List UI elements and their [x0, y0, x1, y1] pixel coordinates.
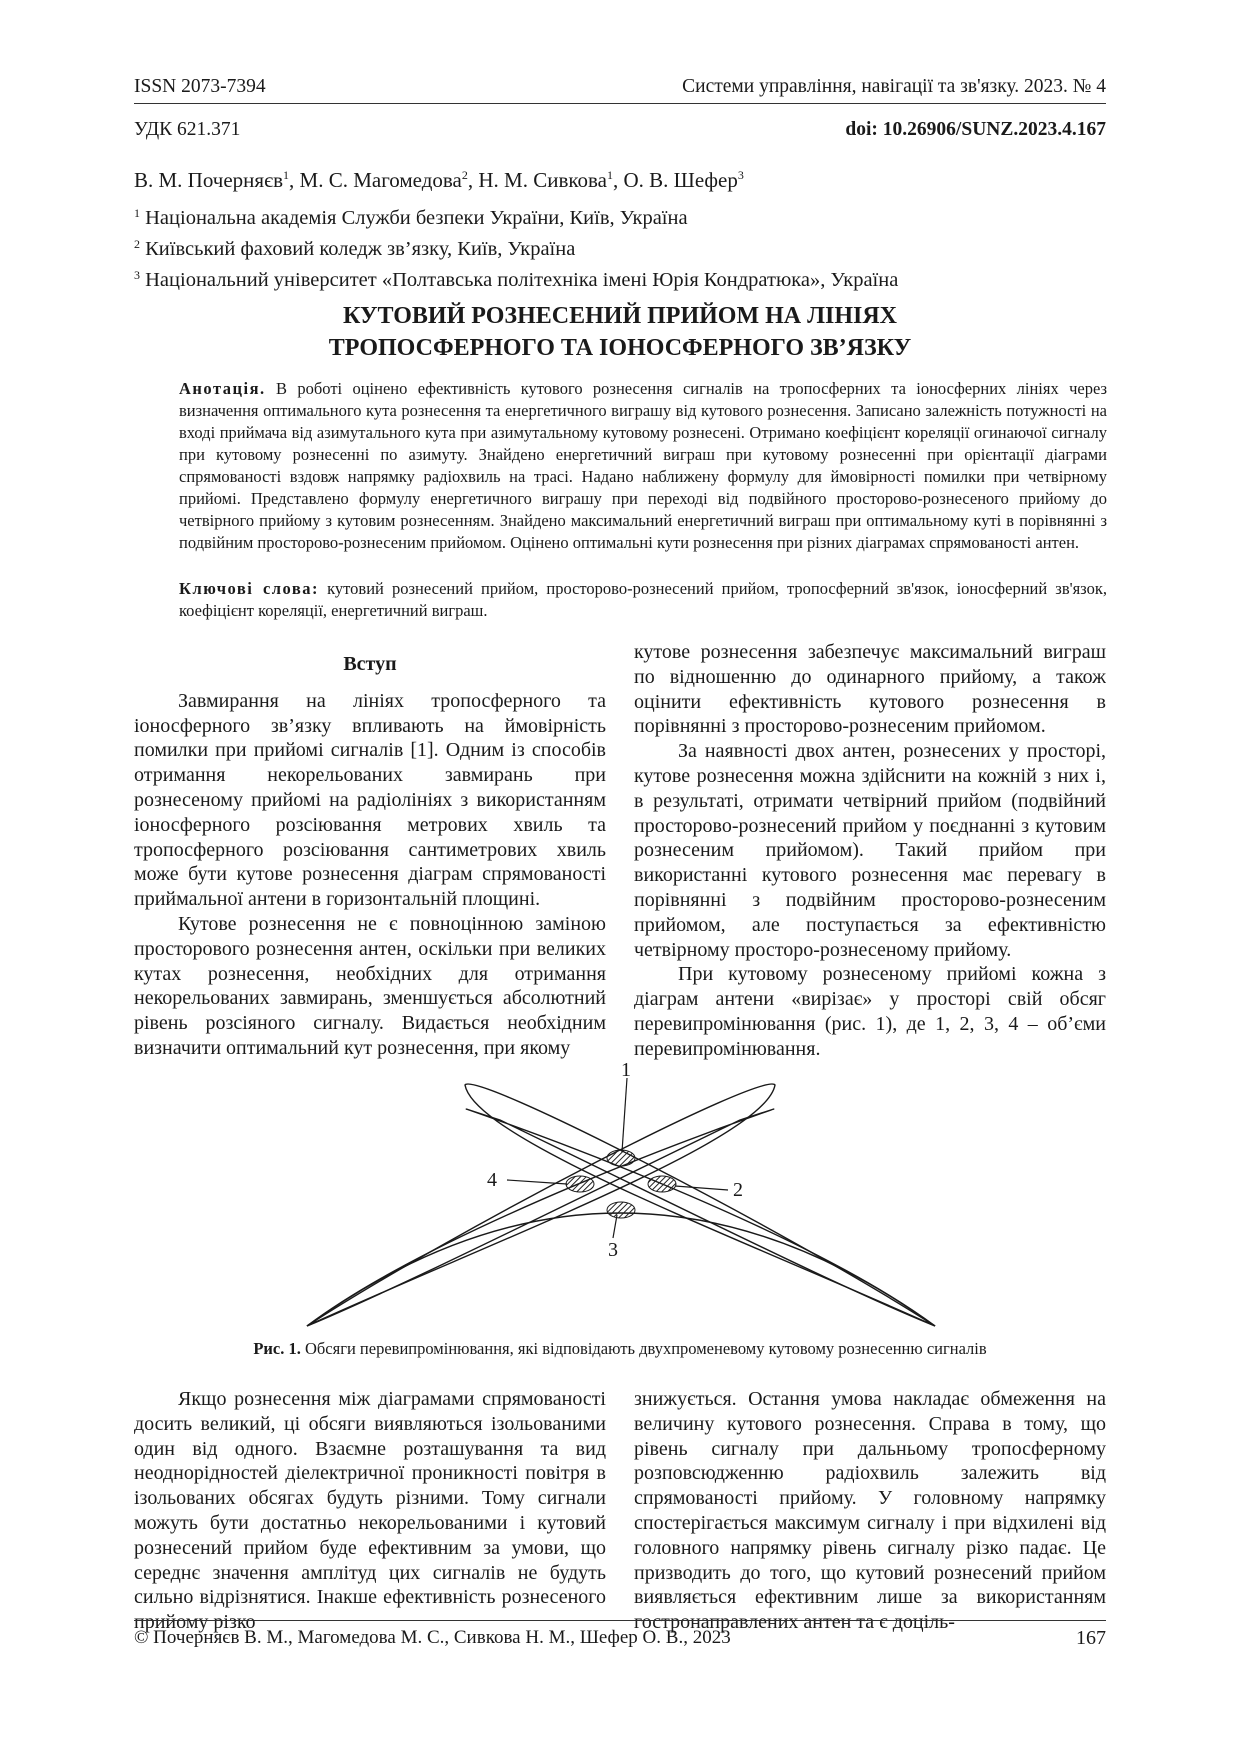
running-header: [134, 76, 1106, 106]
title-line: ТРОПОСФЕРНОГО ТА ІОНОСФЕРНОГО ЗВ’ЯЗКУ: [328, 335, 912, 361]
figure-1-diagram: [295, 1060, 945, 1335]
article-meta: [134, 119, 1106, 149]
column-left-top: [134, 652, 606, 1061]
beam-lobe: [307, 1109, 774, 1326]
figure-label-3: 3: [608, 1239, 618, 1261]
paragraph: кутове рознесення забезпечує максимальний виграш по відношенню до одинарного прийому, а також оцінити ефективність кутового рознесення в порівнянні з просторово-рознесеним прийомом.: [634, 641, 1106, 738]
column-left-bottom: [134, 1387, 606, 1635]
page-number: 167: [1076, 1627, 1106, 1649]
header-rule: [134, 103, 1106, 104]
author: О. В. Шефер$^3$: [623, 168, 744, 192]
figure-label-2: 2: [733, 1179, 743, 1201]
article-title: [134, 300, 1106, 364]
paragraph: Кутове рознесення не є повноцінною заміною просторового рознесення антен, оскільки при великих кутах рознесення, необхідних для отримання некорельованих завмирань, зменшується абсолютний рівень розсіяного сигналу. Видається необхідним визначити оптимальний кут рознесення, при якому: [134, 912, 606, 1059]
affiliation: $^2$ Київський фаховий коледж зв’язку, Київ, Україна: [134, 237, 576, 260]
author-list: [134, 160, 1106, 195]
column-right-top: [634, 640, 1106, 1062]
abstract-text: В роботі оцінено ефективність кутового рознесення сигналів на тропосферних та іоносферних лініях через визначення оптимального кута рознесення та енергетичного виграшу від кутового рознесення. Записано залежність потужності на вході приймача від азимутального кута при азимутальному кутовому рознесені. Отримано коефіцієнт кореляції огинаючої сигналу при кутовому рознесенні по азимуту. Знайдено енергетичний виграш при кутовому рознесенні при орієнтації діаграми спрямованості вздовж напрямку радіохвиль на трасі. Надано наближену формулу для ймовірності помилки при четвірному прийомі. Представлено формулу енергетичного виграшу при переході від подвійного просторово-рознесеного прийому до четвірного прийому з кутовим рознесенням. Знайдено максимальний енергетичний виграш при оптимальному куті в порівнянні з подвійним просторово-рознесеним прийомом. Оцінено оптимальні кути рознесення при різних діаграмах спрямованості антен.: [179, 379, 1107, 552]
keywords: [179, 578, 1107, 622]
copyright: © Почерняєв В. М., Магомедова М. С., Сивкова Н. М., Шефер О. В., 2023: [134, 1627, 731, 1648]
paragraph: При кутовому рознесеному прийомі кожна з діаграм антени «вирізає» у просторі свій обсяг перевипромінювання (рис. 1), де 1, 2, 3, 4 – об’єми перевипромінювання.: [634, 963, 1106, 1060]
beam-lobe: [465, 1084, 935, 1326]
keywords-label: Ключові слова:: [179, 579, 320, 598]
footer-rule: [134, 1620, 1106, 1621]
title-line: КУТОВИЙ РОЗНЕСЕНИЙ ПРИЙОМ НА ЛІНІЯХ: [343, 303, 897, 329]
caption-label: Рис. 1.: [253, 1339, 301, 1358]
leader-line-2: [675, 1186, 728, 1190]
paragraph: Якщо рознесення між діаграмами спрямованості досить великий, ці обсяги виявляються ізольованими один від одного. Взаємне розташування та вид неоднорідностей діелектричної проникності повітря в ізольованих обсягах будуть різними. Тому сигнали можуть бути достатньо некорельованими і кутовий рознесений прийом буде ефективним за умови, що середнє значення амплітуд цих сигналів не будуть сильно відрізнятися. Інакше ефективність рознесеного прийому різко: [134, 1388, 606, 1634]
leader-line-1: [622, 1078, 627, 1152]
keywords-text: кутовий рознесений прийом, просторово-рознесений прийом, тропосферний зв'язок, іоносферний зв'язок, коефіцієнт кореляції, енергетичний виграш.: [179, 579, 1107, 620]
affiliation: $^3$ Національний університет «Полтавська політехніка імені Юрія Кондратюка», Україна: [134, 268, 899, 291]
scatter-volume-2: [648, 1176, 676, 1192]
journal-name: Системи управління, навігації та зв'язку. 2023. № 4: [682, 76, 1106, 97]
abstract-label: Анотація.: [179, 379, 266, 398]
scatter-volume-1: [607, 1150, 635, 1166]
paragraph: знижується. Остання умова накладає обмеження на величину кутового рознесення. Справа в тому, що рівень сигналу при дальньому тропосферному розповсюдженню радіохвиль залежить від спрямованості прийому. У головному напрямку спостерігається максимум сигналу і при відхилені від головного напрямку рівень сигналу різко падає. Це призводить до того, що кутовий рознесений прийом виявляється ефективним лише за використанням гостронаправлених антен та є доціль-: [634, 1388, 1106, 1634]
caption-text: Обсяги перевипромінювання, які відповідають двухпроменевому кутовому рознесенню сигналів: [300, 1339, 987, 1358]
author: М. С. Магомедова$^2$,: [299, 168, 479, 192]
beam-lobe: [466, 1109, 935, 1326]
beam-lobe: [307, 1084, 775, 1326]
leader-line-3: [613, 1215, 617, 1238]
affiliation-list: [134, 200, 1106, 293]
paragraph: Завмирання на лініях тропосферного та іоносферного зв’язку впливають на ймовірність помилки при прийомі сигналів [1]. Одним із способів отримання некорельованих завмирань при рознесеному прийомі на радіолініях з використанням іоносферного розсіювання метрових хвиль та тропосферного розсіювання сантиметрових хвиль може бути кутове рознесення діаграм спрямованості приймальної антени в горизонтальній площині.: [134, 689, 606, 911]
udc: УДК 621.371: [134, 119, 241, 140]
figure-label-4: 4: [487, 1169, 497, 1191]
doi: doi: 10.26906/SUNZ.2023.4.167: [845, 119, 1106, 140]
figure-label-1: 1: [621, 1060, 631, 1081]
author: Н. М. Сивкова$^1$,: [478, 168, 624, 192]
page-footer: [134, 1627, 1106, 1657]
figure-caption: [134, 1338, 1106, 1360]
affiliation: $^1$ Національна академія Служби безпеки України, Київ, Україна: [134, 206, 688, 229]
issn: ISSN 2073-7394: [134, 76, 266, 97]
abstract: [179, 378, 1107, 554]
paragraph: За наявності двох антен, рознесених у просторі, кутове рознесення можна здійснити на кожній з них і, в результаті, отримати четвірний прийом (подвійний просторово-рознесений прийом у поєднанні з кутовим рознесеним прийомом). Такий прийом при використанні кутового рознесення має перевагу в порівнянні з подвійним просторово-рознесеним прийомом, але поступається за ефективністю четвірному просторо-рознесеному прийому.: [634, 740, 1106, 961]
column-right-bottom: [634, 1387, 1106, 1635]
author: В. М. Почерняєв$^1$,: [134, 168, 300, 192]
scatter-volume-4: [566, 1176, 594, 1192]
scatter-volume-3: [607, 1202, 635, 1218]
section-heading: Вступ: [343, 653, 397, 675]
